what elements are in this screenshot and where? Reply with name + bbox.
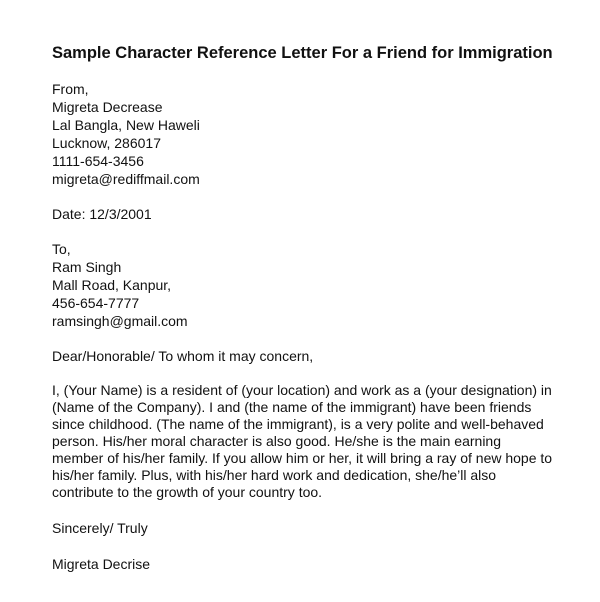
body-line: I, (Your Name) is a resident of (your location) and work as a (your designation) in <box>52 382 552 398</box>
body-line: his/her family. Plus, with his/her hard work and dedication, she/he’ll also <box>52 467 497 483</box>
letter-body <box>52 382 592 501</box>
salutation-text: Dear/Honorable/ To whom it may concern, <box>52 348 314 364</box>
body-line: (Name of the Company). I and (the name of the immigrant) have been friends <box>52 399 532 415</box>
recipient-block <box>52 240 592 330</box>
sender-address-line2: Lucknow, 286017 <box>52 135 161 151</box>
letter-title: Sample Character Reference Letter For a Friend for Immigration <box>52 44 553 62</box>
date-text: Date: 12/3/2001 <box>52 206 152 222</box>
letter-document <box>52 42 592 573</box>
letter-date <box>52 205 592 223</box>
recipient-email: ramsingh@gmail.com <box>52 313 188 329</box>
body-line: person. His/her moral character is also good. He/she is the main earning <box>52 433 501 449</box>
sender-email: migreta@rediffmail.com <box>52 171 200 187</box>
body-line: member of his/her family. If you allow him or her, it will bring a ray of new hope to <box>52 450 553 466</box>
body-line: since childhood. (The name of the immigrant), is a very polite and well-behaved <box>52 416 544 432</box>
closing <box>52 519 592 537</box>
closing-text: Sincerely/ Truly <box>52 520 148 536</box>
body-line: contribute to the growth of your country too. <box>52 484 323 500</box>
recipient-phone: 456-654-7777 <box>52 295 140 311</box>
signature-name: Migreta Decrise <box>52 556 151 572</box>
salutation <box>52 347 592 365</box>
from-label: From, <box>52 81 89 97</box>
sender-phone: 1111-654-3456 <box>52 153 144 169</box>
sender-address-line1: Lal Bangla, New Haweli <box>52 117 200 133</box>
recipient-name: Ram Singh <box>52 259 122 275</box>
sender-name: Migreta Decrease <box>52 99 163 115</box>
sender-block <box>52 80 592 188</box>
to-label: To, <box>52 241 71 257</box>
signature <box>52 555 592 573</box>
recipient-address-line1: Mall Road, Kanpur, <box>52 277 172 293</box>
